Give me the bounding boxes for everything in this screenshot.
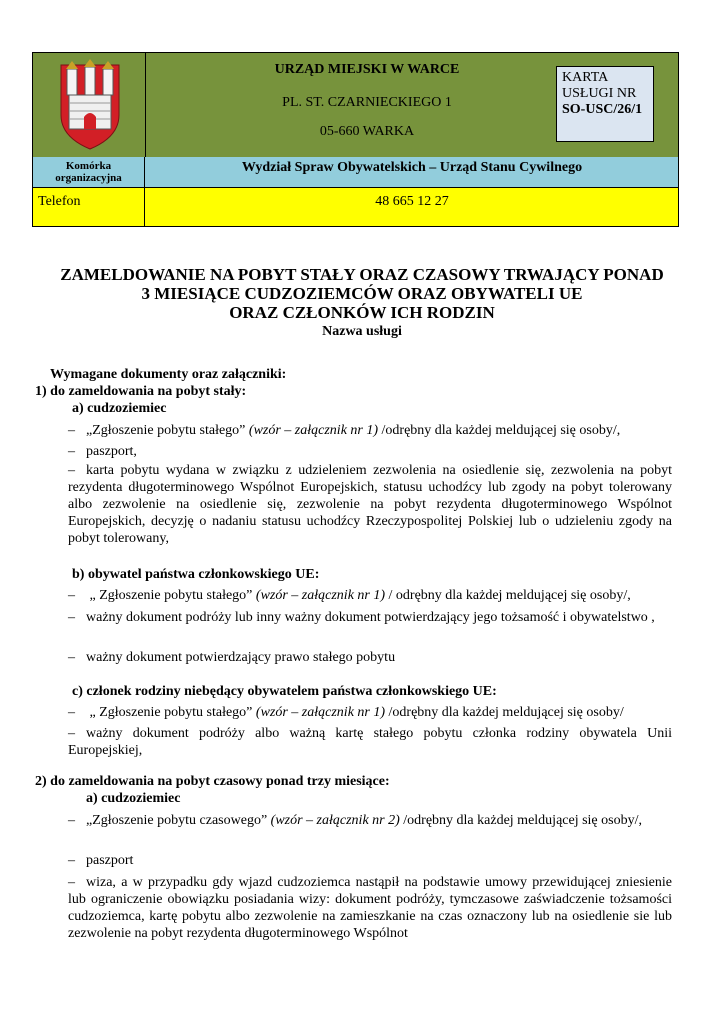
unit-value: Wydział Spraw Obywatelskich – Urząd Stanu Cywilnego — [241, 160, 583, 175]
phone-value: 48 665 12 27 — [375, 194, 449, 209]
service-name-caption: Nazwa usługi — [322, 324, 402, 339]
logo-cell — [33, 53, 146, 157]
list-item: – ważny dokument podróży lub inny ważny dokument potwierdzający jego tożsamość i obywatelstwo , — [68, 610, 655, 625]
section-1a-heading: a) cudzoziemiec — [72, 401, 167, 416]
header-table — [32, 52, 679, 227]
list-item: – „Zgłoszenie pobytu czasowego” (wzór – załącznik nr 2) /odrębny dla każdej meldującej się osoby/, — [68, 813, 642, 828]
list-item: – „Zgłoszenie pobytu stałego” (wzór – załącznik nr 1) /odrębny dla każdej meldującej się osoby/, — [68, 423, 621, 438]
list-item: – wiza, a w przypadku gdy wjazd cudzoziemca nastąpił na podstawie umowy przewidującej zniesienie lub ograniczenie obowiązku posiadania wizy: dokument podróży, tymczasowe zaświadczenie tożsamości cudzoziemca, kartę pobytu albo zezwolenie na zamieszkanie na czas oznaczony lub na osiedlenie sie lub zezwolenie na pobyt rezydenta długoterminowego Wspólnot — [68, 875, 672, 941]
list-item: – karta pobytu wydana w związku z udzieleniem zezwolenia na osiedlenie się, zezwolenia na pobyt rezydenta długoterminowego Wspólnot Europejskich, statusu uchodźcy lub zgody na pobyt tolerowany albo zezwolenie na osiedlenie się, zezwolenie na pobyt rezydenta długoterminowego Wspólnot Europejskich, decyzję o nadaniu statusu uchodźcy Rzeczypospolitej Polskiej lub o udzieleniu zgody na pobyt tolerowany, — [68, 463, 672, 546]
header-row-phone — [33, 188, 678, 226]
list-item: – ważny dokument podróży albo ważną kartę stałego pobytu członka rodziny obywatela Unii Europejskiej, — [68, 726, 672, 758]
list-item: – „ Zgłoszenie pobytu stałego” (wzór – załącznik nr 1) /odrębny dla każdej meldującej się osoby/ — [68, 705, 624, 720]
office-address: PL. ST. CZARNIECKIEGO 1 — [282, 95, 452, 110]
required-docs-heading: Wymagane dokumenty oraz załączniki: — [50, 367, 287, 382]
card-label-2: USŁUGI NR — [562, 86, 637, 101]
coat-of-arms-icon — [33, 53, 145, 157]
section-1-heading: 1) do zameldowania na pobyt stały: — [35, 384, 247, 399]
list-item: – paszport — [68, 853, 134, 868]
office-name: URZĄD MIEJSKI W WARCE — [274, 62, 460, 77]
phone-label: Telefon — [33, 188, 145, 226]
card-label: KARTA — [562, 70, 609, 85]
header-row-unit — [33, 157, 678, 188]
card-number: SO-USC/26/1 — [562, 102, 643, 117]
header-row-office — [33, 53, 678, 158]
section-2a-heading: a) cudzoziemiec — [86, 791, 181, 806]
list-item: – paszport, — [68, 444, 137, 459]
section-2-heading: 2) do zameldowania na pobyt czasowy ponad trzy miesiące: — [35, 774, 390, 789]
list-item: – „ Zgłoszenie pobytu stałego” (wzór – załącznik nr 1) / odrębny dla każdej meldującej się osoby/, — [68, 588, 631, 603]
page-title: ZAMELDOWANIE NA POBYT STAŁY ORAZ CZASOWY TRWAJĄCY PONAD 3 MIESIĄCE CUDZOZIEMCÓW ORAZ OBYWATELI UE ORAZ CZŁONKÓW ICH RODZIN — [60, 265, 664, 322]
list-item: – ważny dokument potwierdzający prawo stałego pobytu — [68, 650, 396, 665]
office-postal: 05-660 WARKA — [319, 124, 415, 139]
unit-label: Komórka organizacyjna — [33, 157, 145, 187]
section-1b-heading: b) obywatel państwa członkowskiego UE: — [72, 567, 320, 582]
section-1c-heading: c) członek rodziny niebędący obywatelem państwa członkowskiego UE: — [72, 684, 497, 699]
service-card-box — [556, 66, 654, 142]
